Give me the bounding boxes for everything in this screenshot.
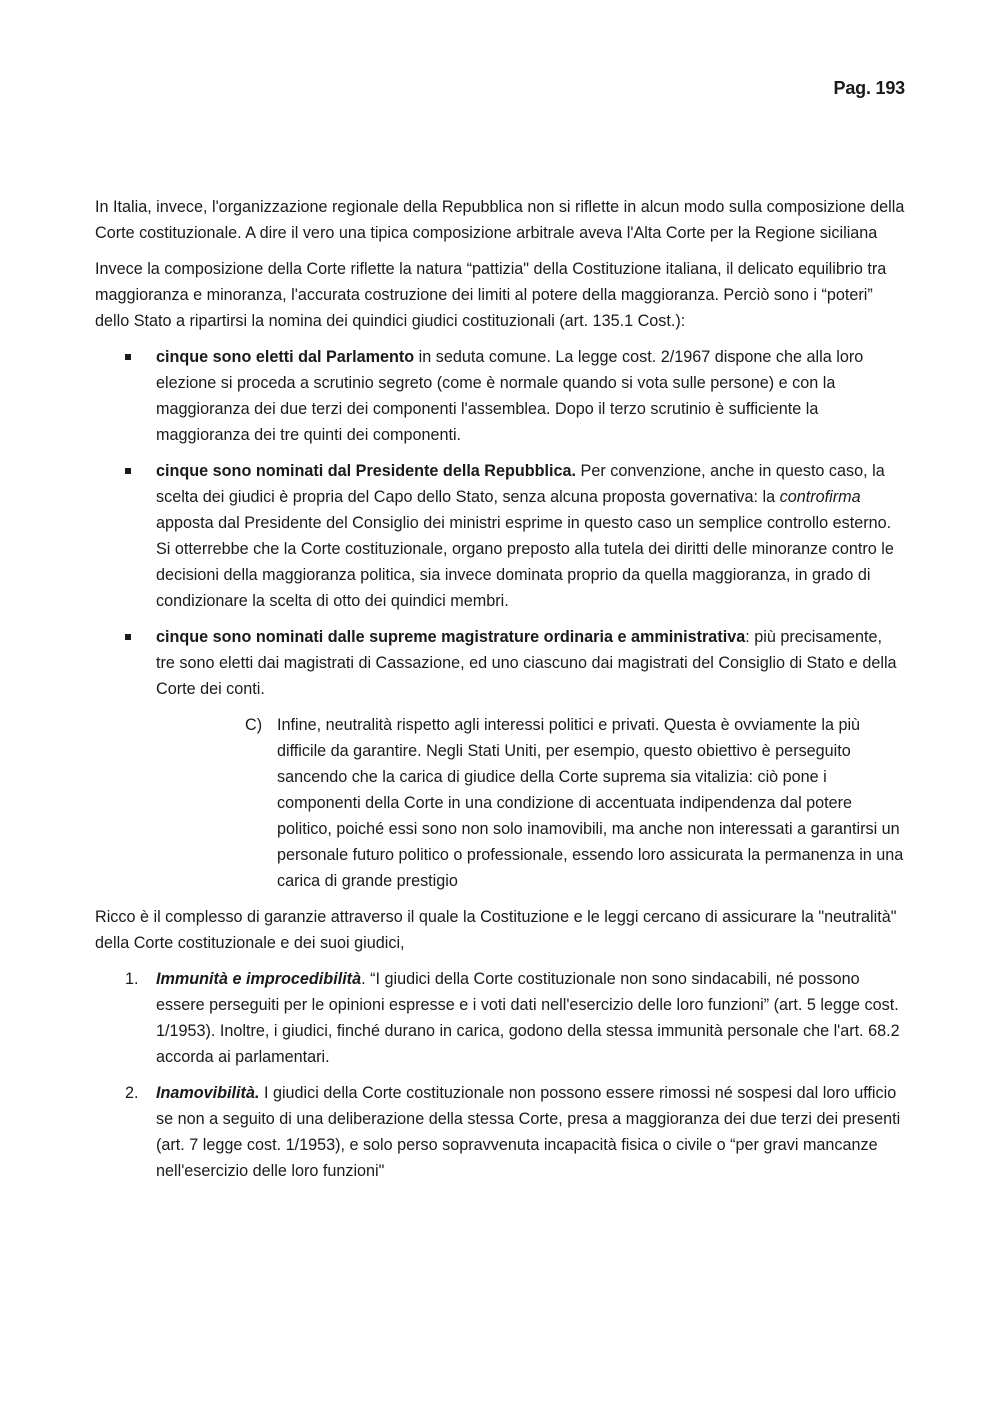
guarantees-list [95, 966, 905, 1184]
paragraph-guarantees: Ricco è il complesso di garanzie attraverso il quale la Costituzione e le leggi cercano di assicurare la "neutralità" della Corte costituzionale e dei suoi giudici, [95, 908, 897, 952]
list-item-text: I giudici della Corte costituzionale non possono essere rimossi né sospesi dal loro ufficio se non a seguito di una deliberazione della stessa Corte, presa a maggioranza dei due terzi dei presenti (art. 7 legge cost. 1/1953), e solo perso sopravvenuta incapacità fisica o civile o “per gravi mancanze nell'esercizio delle loro funzioni" [156, 1084, 901, 1180]
list-item-magistrature [95, 624, 905, 702]
list-item-heading: Inamovibilità. [156, 1084, 260, 1102]
square-bullet-icon [125, 634, 131, 640]
lettered-item-neutrality [95, 712, 905, 894]
list-item-text: apposta dal Presidente del Consiglio dei ministri esprime in questo caso un semplice controllo esterno. Si otterrebbe che la Corte costituzionale, organo preposto alla tutela dei diritti delle minoranze contro le decisioni della maggioranza politica, sia invece dominata proprio da quella maggioranza, in grado di condizionare la scelta di otto dei quindici membri. [156, 514, 894, 610]
list-item-text: : più precisamente, tre sono eletti dai magistrati di Cassazione, ed uno ciascuno dai magistrati del Consiglio di Stato e della Corte dei conti. [156, 628, 897, 698]
list-item-heading: cinque sono eletti dal Parlamento [156, 348, 415, 366]
list-item-heading: Immunità e improcedibilità [156, 970, 362, 988]
list-item-irremovability [95, 1080, 905, 1184]
list-item-heading: cinque sono nominati dalle supreme magistrature ordinaria e amministrativa [156, 628, 746, 646]
list-item-president [95, 458, 905, 614]
square-bullet-icon [125, 468, 131, 474]
appointment-list [95, 344, 905, 702]
lettered-item-text: Infine, neutralità rispetto agli interessi politici e privati. Questa è ovviamente la più difficile da garantire. Negli Stati Uniti, per esempio, questo obiettivo è perseguito sancendo che la carica di giudice della Corte suprema sia vitalizia: ciò pone i componenti della Corte in una condizione di accentuata indipendenza dal potere politico, poiché essi sono non solo inamovibili, ma anche non interessati a garantirsi un personale futuro politico o professionale, essendo loro assicurata la permanenza in una carica di grande prestigio [277, 716, 904, 890]
list-item-text: in seduta comune. La legge cost. 2/1967 dispone che alla loro elezione si proceda a scrutinio segreto (come è normale quando si vota sulle persone) e con la maggioranza dei due terzi dei componenti l'assemblea. Dopo il terzo scrutinio è sufficiente la maggioranza dei tre quinti dei componenti. [156, 348, 864, 444]
list-item-parliament [95, 344, 905, 448]
page-number: Pag. 193 [833, 78, 905, 98]
list-number: 2. [125, 1084, 139, 1102]
document-body [95, 194, 905, 1194]
paragraph-regional-organization: In Italia, invece, l'organizzazione regionale della Repubblica non si riflette in alcun modo sulla composizione della Corte costituzionale. A dire il vero una tipica composizione arbitrale aveva l'Alta Corte per la Regione siciliana [95, 198, 905, 242]
list-item-heading: cinque sono nominati dal Presidente della Repubblica. [156, 462, 577, 480]
list-item-text: Per convenzione, anche in questo caso, la scelta dei giudici è propria del Capo dello Stato, senza alcuna proposta governativa: la [156, 462, 885, 506]
square-bullet-icon [125, 354, 131, 360]
list-number: 1. [125, 970, 139, 988]
list-marker: C) [245, 716, 263, 734]
list-item-immunity [95, 966, 905, 1070]
list-item-emphasis: controfirma [779, 488, 861, 506]
list-item-text: . “I giudici della Corte costituzionale non sono sindacabili, né possono essere perseguiti per le opinioni espresse e i voti dati nell'esercizio delle loro funzioni” (art. 5 legge cost. 1/1953). Inoltre, i giudici, finché durano in carica, godono della stessa immunità personale che l'art. 68.2 accorda ai parlamentari. [156, 970, 900, 1066]
paragraph-court-composition: Invece la composizione della Corte riflette la natura “pattizia" della Costituzione italiana, il delicato equilibrio tra maggioranza e minoranza, l'accurata costruzione dei limiti al potere della maggioranza. Perciò sono i “poteri” dello Stato a ripartirsi la nomina dei quindici giudici costituzionali (art. 135.1 Cost.): [95, 260, 887, 330]
